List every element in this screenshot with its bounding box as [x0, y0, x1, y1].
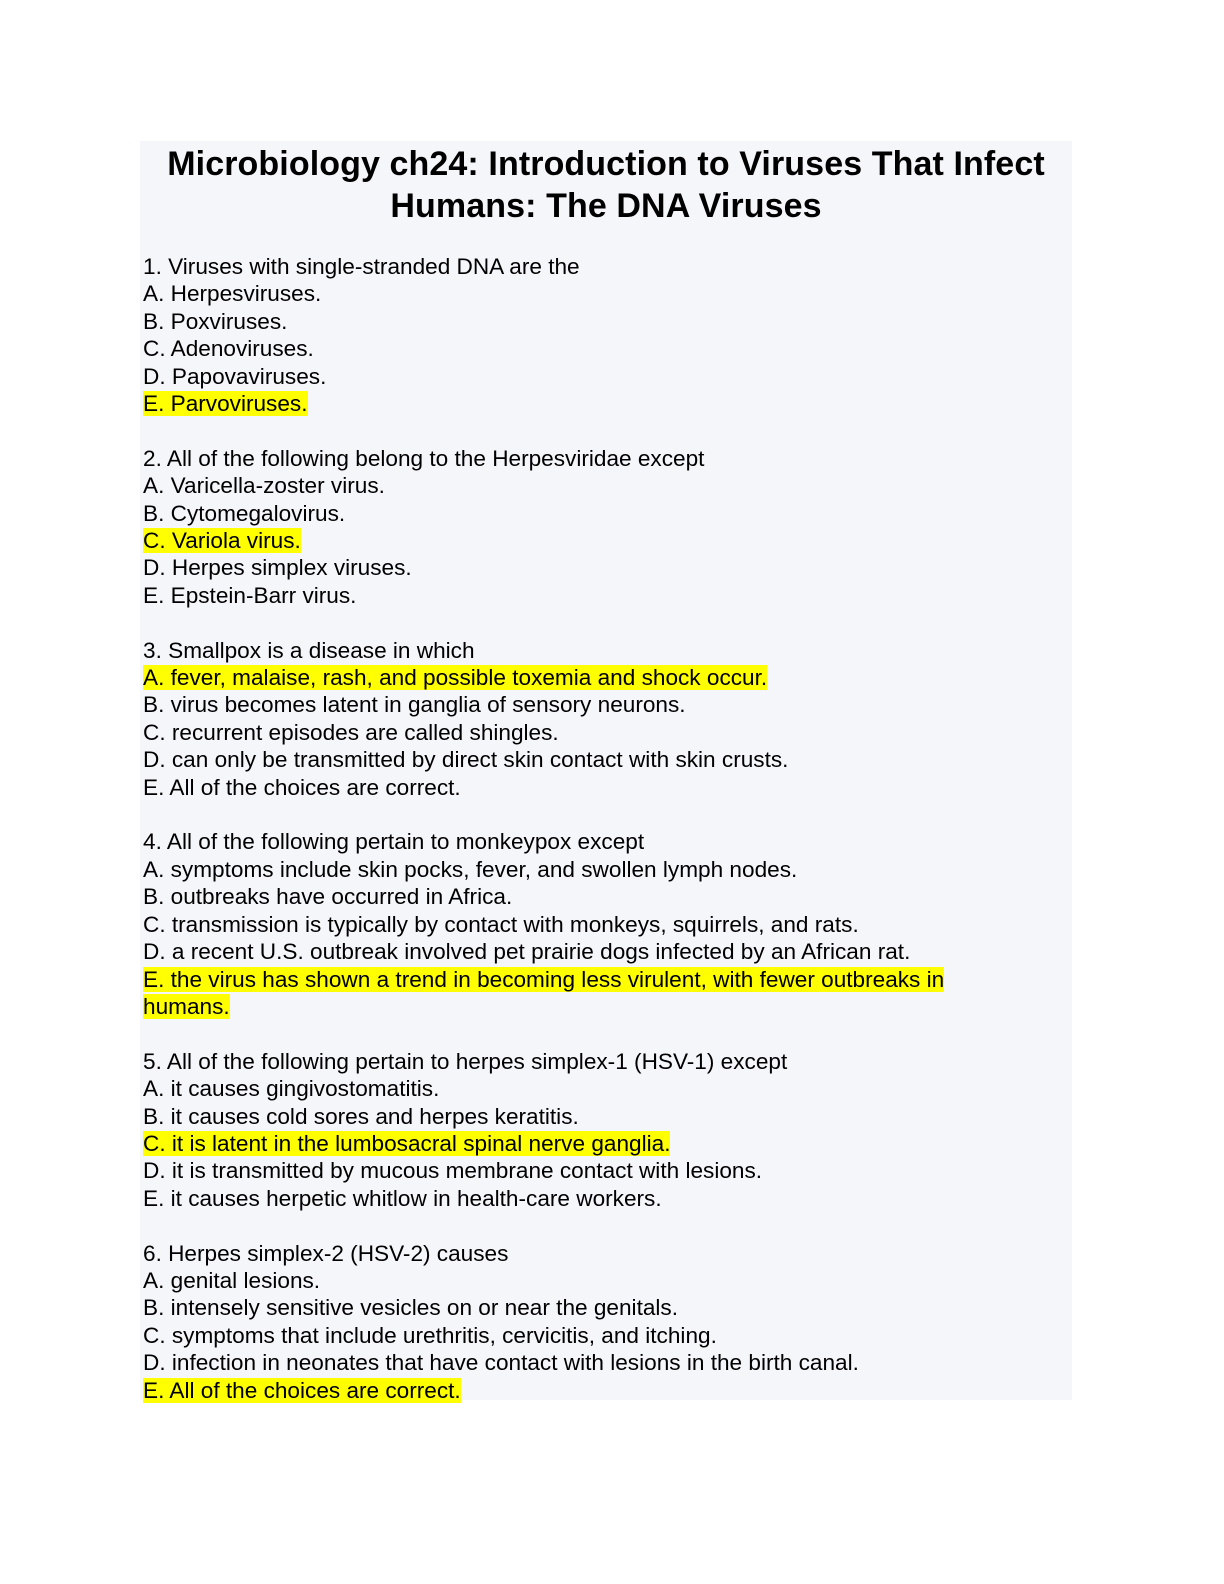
question-stem: 2. All of the following belong to the Herpesviridae except	[143, 445, 705, 471]
title-line-1: Microbiology ch24: Introduction to Viruses That Infect	[167, 145, 1045, 183]
title-line-2: Humans: The DNA Viruses	[390, 187, 822, 225]
answer-option: D. Herpes simplex viruses.	[143, 555, 412, 581]
question-stem: 3. Smallpox is a disease in which	[143, 637, 475, 663]
highlighted-answer-option: E. All of the choices are correct.	[143, 1377, 461, 1403]
answer-option: D. Papovaviruses.	[143, 363, 327, 389]
answer-option: C. symptoms that include urethritis, cervicitis, and itching.	[143, 1322, 717, 1348]
answer-option: D. a recent U.S. outbreak involved pet prairie dogs infected by an African rat.	[143, 939, 911, 965]
question-stem: 5. All of the following pertain to herpes simplex-1 (HSV-1) except	[143, 1048, 788, 1074]
answer-option: C. recurrent episodes are called shingles.	[143, 719, 559, 745]
highlighted-answer-option: C. Variola virus.	[143, 528, 301, 554]
question-5	[143, 1048, 1069, 1212]
question-list	[143, 253, 1069, 1431]
answer-option: C. transmission is typically by contact with monkeys, squirrels, and rats.	[143, 911, 859, 937]
question-stem: 1. Viruses with single-stranded DNA are the	[143, 254, 580, 279]
answer-option: B. Poxviruses.	[143, 308, 288, 334]
highlighted-answer-option: C. it is latent in the lumbosacral spinal nerve ganglia.	[143, 1130, 671, 1156]
answer-option: E. All of the choices are correct.	[143, 774, 461, 800]
answer-option: A. Varicella-zoster virus.	[143, 473, 385, 499]
question-1	[143, 253, 1069, 417]
document-page	[140, 141, 1072, 1403]
question-2	[143, 445, 1069, 609]
answer-option: E. Epstein-Barr virus.	[143, 582, 357, 608]
answer-option: D. infection in neonates that have contact with lesions in the birth canal.	[143, 1350, 859, 1376]
answer-option: A. genital lesions.	[143, 1267, 321, 1293]
question-4	[143, 828, 1069, 1020]
document-title	[140, 141, 1072, 227]
highlighted-answer-option: E. Parvoviruses.	[143, 391, 308, 417]
answer-option: E. it causes herpetic whitlow in health-care workers.	[143, 1185, 662, 1211]
answer-option: A. it causes gingivostomatitis.	[143, 1076, 440, 1102]
highlighted-answer-option: E. the virus has shown a trend in becoming less virulent, with fewer outbreaks in humans.	[143, 966, 945, 1019]
answer-option: B. outbreaks have occurred in Africa.	[143, 884, 513, 910]
answer-option: D. can only be transmitted by direct skin contact with skin crusts.	[143, 747, 789, 773]
answer-option: B. intensely sensitive vesicles on or near the genitals.	[143, 1295, 679, 1321]
answer-option: B. it causes cold sores and herpes keratitis.	[143, 1103, 579, 1129]
question-3	[143, 637, 1069, 801]
answer-option: B. virus becomes latent in ganglia of sensory neurons.	[143, 692, 686, 718]
question-stem: 4. All of the following pertain to monkeypox except	[143, 829, 645, 855]
question-stem: 6. Herpes simplex-2 (HSV-2) causes	[143, 1240, 509, 1266]
answer-option: A. symptoms include skin pocks, fever, and swollen lymph nodes.	[143, 856, 798, 882]
answer-option: A. Herpesviruses.	[143, 281, 322, 307]
answer-option: D. it is transmitted by mucous membrane contact with lesions.	[143, 1158, 763, 1184]
answer-option: B. Cytomegalovirus.	[143, 500, 346, 526]
answer-option: C. Adenoviruses.	[143, 336, 314, 362]
question-6	[143, 1240, 1069, 1404]
highlighted-answer-option: A. fever, malaise, rash, and possible toxemia and shock occur.	[143, 665, 768, 691]
